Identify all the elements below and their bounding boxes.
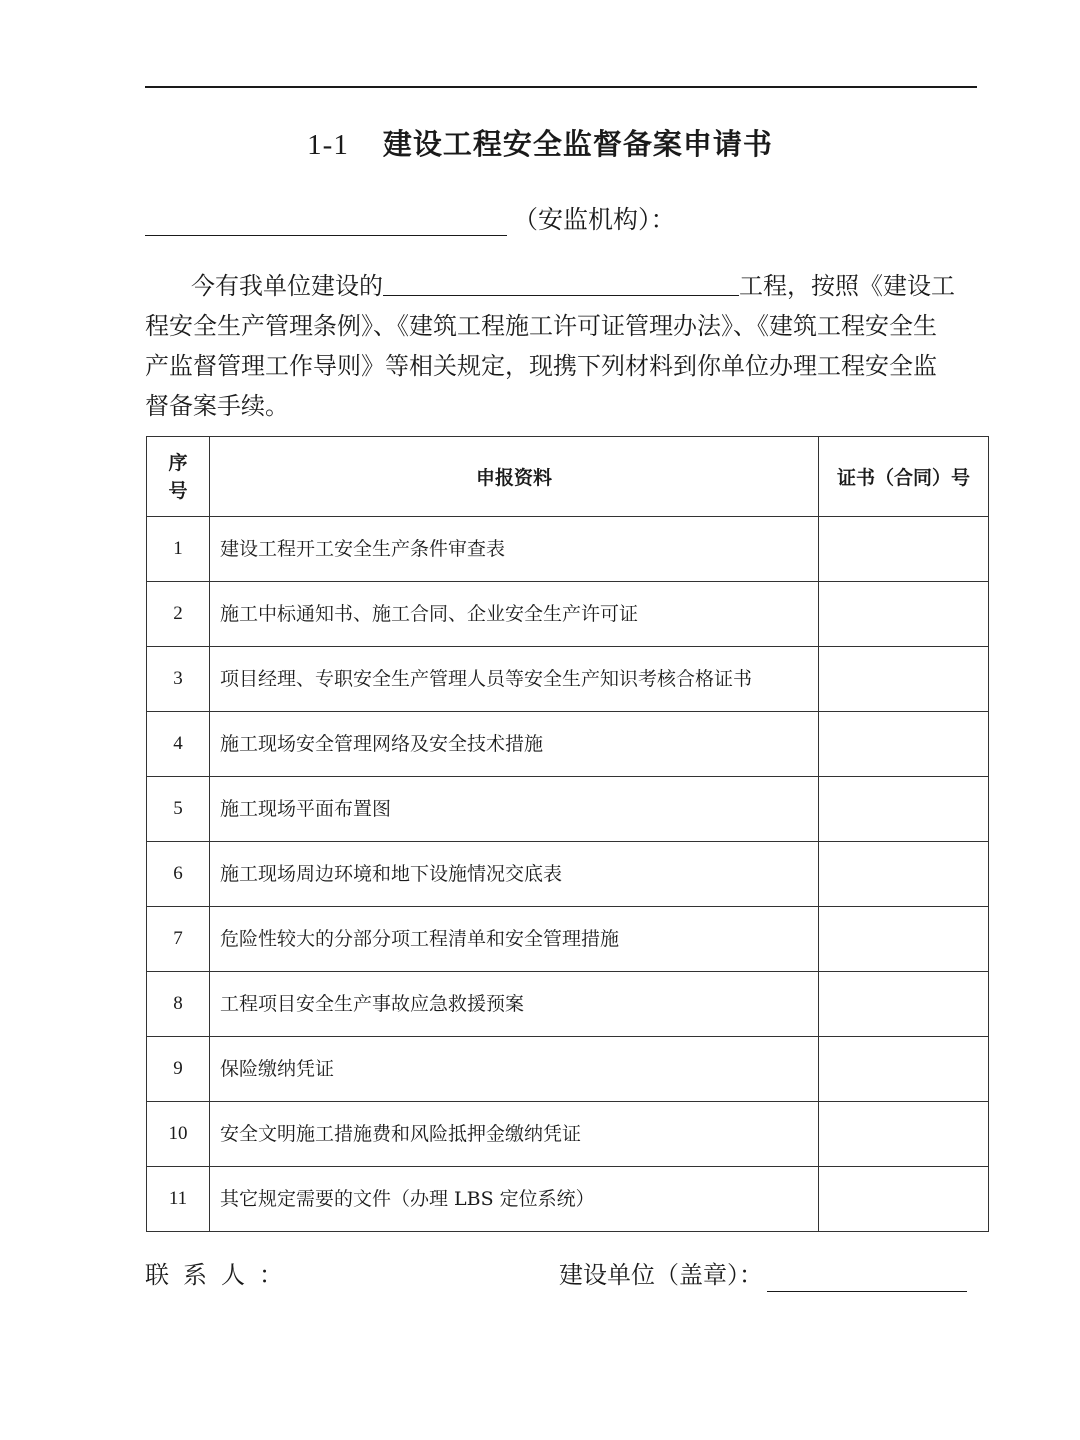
row-item: 安全文明施工措施费和风险抵押金缴纳凭证 (210, 1102, 819, 1167)
row-seq: 5 (147, 777, 210, 842)
row-seq: 3 (147, 647, 210, 712)
table-header-row (147, 437, 989, 517)
row-item: 项目经理、专职安全生产管理人员等安全生产知识考核合格证书 (210, 647, 819, 712)
row-item: 工程项目安全生产事故应急救援预案 (210, 972, 819, 1037)
row-item: 其它规定需要的文件（办理 LBS 定位系统） (210, 1167, 819, 1232)
row-item: 建设工程开工安全生产条件审查表 (210, 517, 819, 582)
row-item: 施工现场周边环境和地下设施情况交底表 (210, 842, 819, 907)
table-row (147, 907, 989, 972)
row-item: 危险性较大的分部分项工程清单和安全管理措施 (210, 907, 819, 972)
row-cert-field[interactable] (819, 907, 989, 972)
row-seq: 8 (147, 972, 210, 1037)
addressee-suffix: （安监机构）： (513, 205, 676, 234)
table-row (147, 647, 989, 712)
table-row (147, 582, 989, 647)
paragraph-line4: 督备案手续。 (145, 392, 289, 420)
row-cert-field[interactable] (819, 647, 989, 712)
row-item: 施工中标通知书、施工合同、企业安全生产许可证 (210, 582, 819, 647)
seq-header: 序 号 (147, 437, 210, 517)
row-item: 保险缴纳凭证 (210, 1037, 819, 1102)
project-name-field[interactable] (383, 269, 739, 296)
row-cert-field[interactable] (819, 842, 989, 907)
table-row (147, 1037, 989, 1102)
materials-table (146, 436, 989, 1232)
top-rule (145, 86, 977, 88)
page-title (0, 122, 1080, 163)
row-cert-field[interactable] (819, 1037, 989, 1102)
table-row (147, 972, 989, 1037)
row-cert-field[interactable] (819, 582, 989, 647)
row-seq: 4 (147, 712, 210, 777)
row-seq: 11 (147, 1167, 210, 1232)
paragraph-line1-after: 工程，按照《建设工 (739, 272, 955, 300)
form-title: 建设工程安全监督备案申请书 (382, 127, 773, 161)
paragraph-line2: 程安全生产管理条例》、《建筑工程施工许可证管理办法》、《建筑工程安全生 (145, 312, 937, 340)
row-seq: 10 (147, 1102, 210, 1167)
row-item: 施工现场平面布置图 (210, 777, 819, 842)
table-row (147, 777, 989, 842)
construction-unit-label: 建设单位（盖章）： (559, 1261, 763, 1289)
row-cert-field[interactable] (819, 1102, 989, 1167)
row-cert-field[interactable] (819, 517, 989, 582)
row-seq: 7 (147, 907, 210, 972)
paragraph-line1-before: 今有我单位建设的 (191, 272, 383, 300)
addressee-line (145, 196, 676, 236)
row-seq: 6 (147, 842, 210, 907)
request-paragraph (145, 266, 980, 426)
row-seq: 1 (147, 517, 210, 582)
table-row (147, 1102, 989, 1167)
form-number: 1-1 (307, 129, 349, 161)
construction-unit-line (559, 1258, 967, 1292)
row-seq: 9 (147, 1037, 210, 1102)
table-row (147, 1167, 989, 1232)
certificate-header: 证书（合同）号 (819, 437, 989, 517)
row-cert-field[interactable] (819, 712, 989, 777)
materials-header: 申报资料 (210, 437, 819, 517)
agency-name-field[interactable] (145, 205, 507, 236)
row-seq: 2 (147, 582, 210, 647)
contact-person-label: 联系人： (145, 1261, 297, 1289)
row-cert-field[interactable] (819, 1167, 989, 1232)
row-cert-field[interactable] (819, 777, 989, 842)
table-row (147, 712, 989, 777)
table-row (147, 517, 989, 582)
table-row (147, 842, 989, 907)
row-item: 施工现场安全管理网络及安全技术措施 (210, 712, 819, 777)
row-cert-field[interactable] (819, 972, 989, 1037)
paragraph-line3: 产监督管理工作导则》等相关规定，现携下列材料到你单位办理工程安全监 (145, 352, 937, 380)
seal-field[interactable] (767, 1261, 967, 1292)
